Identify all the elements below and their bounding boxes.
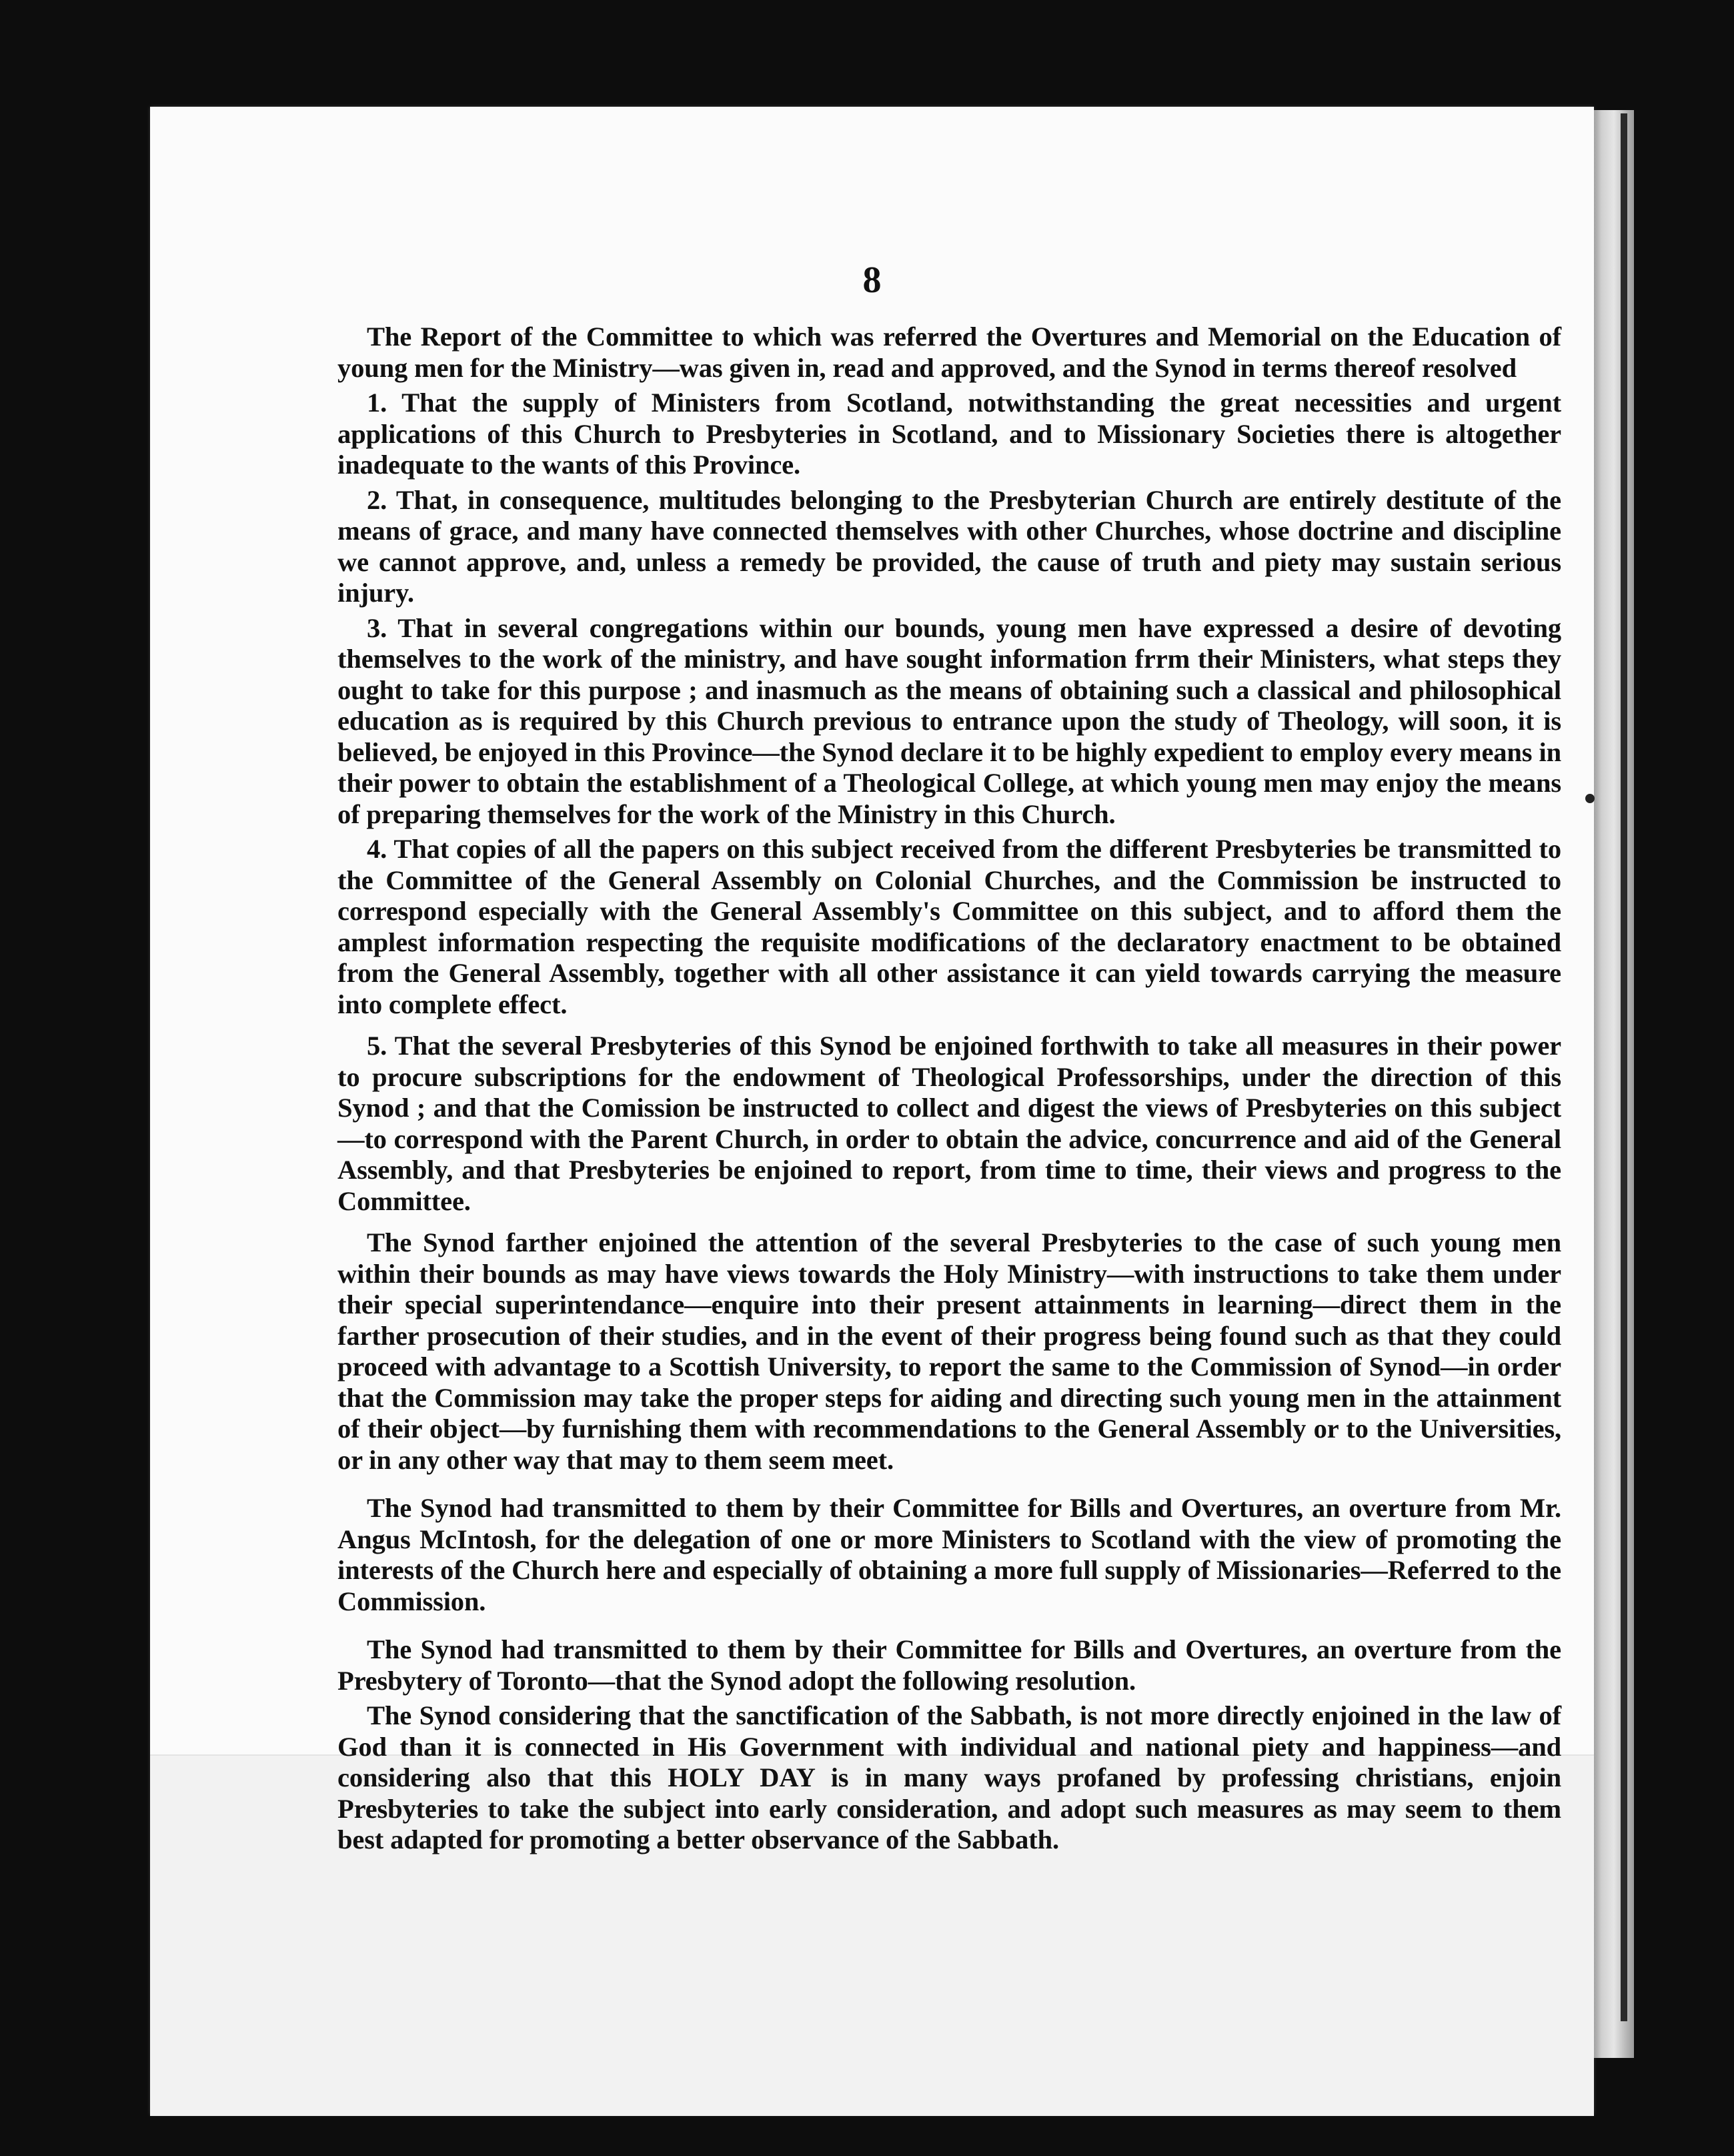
ink-speck [1585, 794, 1595, 803]
paragraph-young-men: The Synod farther enjoined the attention of the several Presbyteries to the case of such young men within their bounds as may have views towards the Holy Ministry—with instructions to take them under their special superintendance—enquire into their present attainments in learning—direct them in the farther prosecution of their studies, and in the event of their progress being found such as that they could proceed with advantage to a Scottish University, to report the same to the Commission of Synod—in order that the Commission may take the proper steps for aiding and directing such young men in the attainment of their object—by furnishing them with recommendations to the General Assembly or to the Universities, or in any other way that may to them seem meet. [337, 1227, 1561, 1475]
page-body [337, 322, 1561, 1856]
paragraph-sabbath-resolution: The Synod considering that the sanctification of the Sabbath, is not more directly enjoined in the law of God than it is connected in His Government with individual and national piety and happiness—and considering also that this HOLY DAY is in many ways profaned by professing christians, enjoin Presbyteries to take the subject into early consideration, and adopt such measures as may seem to them best adapted for promoting a better observance of the Sabbath. [337, 1700, 1561, 1854]
document-page [150, 107, 1594, 2115]
adjacent-page-shadow [1621, 113, 1627, 2021]
paragraph-overture-toronto: The Synod had transmitted to them by their Committee for Bills and Overtures, an overture from the Presbytery of Toronto—that the Synod adopt the following resolution. [337, 1634, 1561, 1696]
page-number: 8 [862, 259, 882, 301]
paragraph-overture-mcintosh: The Synod had transmitted to them by their Committee for Bills and Overtures, an overture from Mr. Angus McIntosh, for the delegation of one or more Ministers to Scotland with the view of promoting the interests of the Church here and especially of obtaining a more full supply of Missionaries—Referred to the Commission. [337, 1493, 1561, 1616]
paragraph-resolution-5: 5. That the several Presbyteries of this Synod be enjoined forthwith to take all measures in their power to procure subscriptions for the endowment of Theological Professorships, under the direction of this Synod ; and that the Comission be instructed to collect and digest the views of Presbyteries on this subject—to correspond with the Parent Church, in order to obtain the advice, concurrence and aid of the General Assembly, and that Presbyteries be enjoined to report, from time to time, their views and progress to the Committee. [337, 1031, 1561, 1216]
paragraph-resolution-1: 1. That the supply of Ministers from Scotland, notwithstanding the great necessities and urgent applications of this Church to Presbyteries in Scotland, and to Missionary Societies there is altogether inadequate to the wants of this Province. [337, 388, 1561, 480]
paragraph-resolution-3: 3. That in several congregations within our bounds, young men have expressed a desire of devoting themselves to the work of the ministry, and have sought information frrm their Ministers, what steps they ought to take for this purpose ; and inasmuch as the means of obtaining such a classical and philosophical education as is required by this Church previous to entrance upon the study of Theology, will soon, it is believed, be enjoyed in this Province—the Synod declare it to be highly expedient to employ every means in their power to obtain the establishment of a Theological College, at which young men may enjoy the means of preparing themselves for the work of the Ministry in this Church. [337, 612, 1561, 829]
paragraph-intro: The Report of the Committee to which was referred the Overtures and Memorial on the Education of young men for the Ministry—was given in, read and approved, and the Synod in terms thereof resolved [337, 322, 1561, 383]
paragraph-resolution-2: 2. That, in consequence, multitudes belonging to the Presbyterian Church are entirely destitute of the means of grace, and many have connected themselves with other Churches, whose doctrine and discipline we cannot approve, and, unless a remedy be provided, the cause of truth and piety may sustain serious injury. [337, 484, 1561, 608]
paragraph-resolution-4: 4. That copies of all the papers on this subject received from the different Presbyteries be transmitted to the Committee of the General Assembly on Colonial Churches, and the Commission be instructed to correspond especially with the General Assembly's Committee on this subject, and to afford them the amplest information respecting the requisite modifications of the declaratory enactment to be obtained from the General Assembly, together with all other assistance it can yield towards carrying the measure into complete effect. [337, 834, 1561, 1019]
